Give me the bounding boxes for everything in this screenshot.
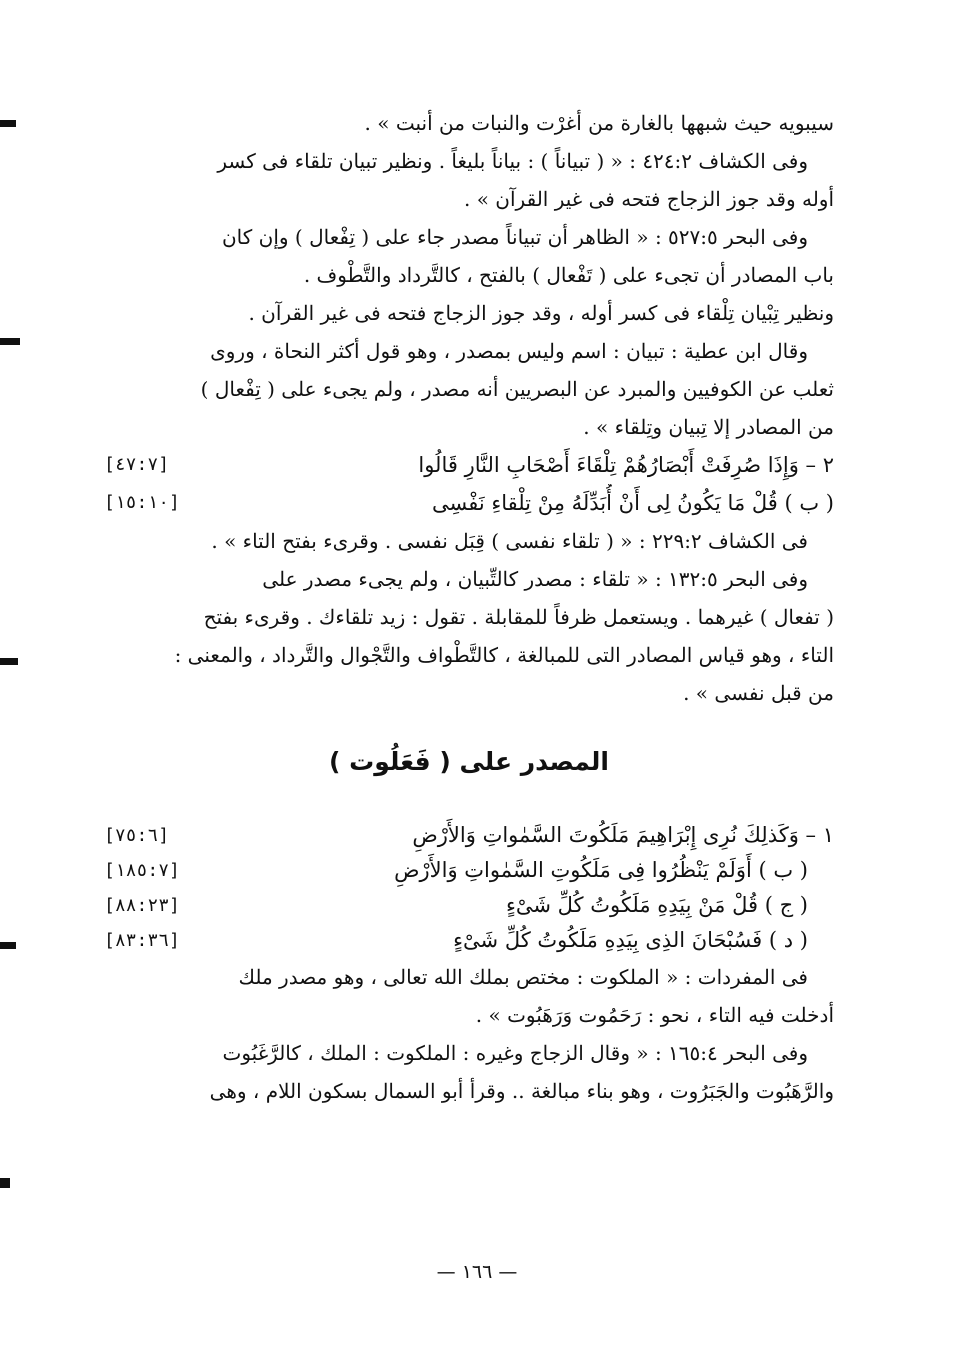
verse-text: ( ب ) قُلْ مَا يَكُونُ لِى أَنْ أُبَدِّلَهُ مِنْ تِلْقاءِ نَفْسِى (431, 491, 834, 515)
text-line: فى الكشاف ٢٢٩:٢ : « ( تلقاء نفسى ) قِبَل نفسى . وقرىء بفتح التاء » . (211, 529, 808, 553)
section-title: المصدر على ( فَعَلُوت ) (329, 747, 609, 776)
text-line: ( تفعال ) غيرهما . ويستعمل ظرفاً للمقابلة . تقول : زيد تلقاءك . وقرىء بفتح (203, 605, 834, 629)
verse-reference: [١٨٥:٧] (104, 860, 180, 881)
verse-row (104, 484, 834, 522)
text-line: سيبويه حيث شبهها بالغارة من أغرْت والنبات من أنبت » . (364, 111, 834, 135)
text-line: وقال ابن عطية : تبيان : اسم وليس بمصدر ، وهو قول أكثر النحاة ، وروى (210, 339, 808, 363)
scan-edge-mark (0, 942, 16, 949)
verse-text: ( د ) فَسُبْحَانَ الذِى بِيَدِهِ مَلَكُوتُ كُلِّ شَىْءٍ (453, 928, 808, 952)
verse-text: ١ – وَكَذلِكَ نُرِى إِبْرَاهِيمَ مَلَكُوتَ السَّمٰواتِ وَالأَرْضِ (412, 823, 834, 847)
text-line: وفى البحر ١٦٥:٤ : « وقال الزجاج وغيره : الملكوت : الملك ، كالرَّغَبُوت (222, 1041, 808, 1065)
text-line: فى المفردات : « الملكوت : مختص بملك الله تعالى ، وهو مصدر ملك (238, 965, 808, 989)
scan-edge-mark (0, 338, 20, 345)
text-line: من المصادر إلا تِبيان وتِلقاء » . (583, 415, 834, 439)
verse-row (104, 853, 834, 888)
verse-reference: [٤٧:٧] (104, 454, 170, 475)
text-line: ونظير تِبْيان تِلْقاء فى كسر أوله ، وقد جوز الزجاج فتحه فى غير القرآن . (248, 301, 834, 325)
verse-row (104, 446, 834, 484)
page-number: — ١٦٦ — (436, 1261, 518, 1283)
text-line: وفى الكشاف ٤٢٤:٢ : « ( تبياناً ) : بياناً بليغاً . ونظير تبيان تلقاء فى كسر (217, 149, 808, 173)
verse-text: ٢ – وَإِذَا صُرِفَتْ أَبْصَارُهُمْ تِلْقَاءَ أَصْحَابِ النَّارِ قَالُوا (418, 453, 834, 477)
verse-reference: [٨٣:٣٦] (104, 930, 180, 951)
text-line: باب المصادر أن تجىء على ( تَفْعال ) بالفتح ، كالتَّرداد والتَّطْوف . (303, 263, 834, 287)
verse-reference: [٧٥:٦] (104, 825, 170, 846)
text-line: وفى البحر ٥٢٧:٥ : « الظاهر أن تبياناً مصدر جاء على ( تِفْعال ) وإن كان (221, 225, 808, 249)
scan-edge-mark (0, 1178, 10, 1188)
verse-row (104, 923, 834, 958)
text-line: وفى البحر ١٣٢:٥ : « تلقاء : مصدر كالتِّبيان ، ولم يجىء مصدر على (262, 567, 808, 591)
text-line: ثعلب عن الكوفيين والمبرد عن البصريين أنه مصدر ، ولم يجىء على ( تِفْعال ) (200, 377, 834, 401)
verse-text: ( ج ) قُلْ مَنْ بِيَدِهِ مَلَكُوتُ كُلِّ شَىْءٍ (505, 893, 808, 917)
text-line: والرَّهَبُوت والجَبَرُوت ، وهو بناء مبالغة .. وقرأ أبو السمال بسكون اللام ، وهى (209, 1079, 834, 1103)
verse-text: ( ب ) أَوَلَمْ يَنْظُرُوا فِى مَلَكُوتِ السَّمٰواتِ وَالأَرْضِ (394, 858, 808, 882)
text-line: أوله وقد جوز الزجاج فتحه فى غير القرآن » . (464, 187, 834, 211)
text-line: أدخلت فيه التاء ، نحو : رَحَمُوت وَرَهَبُوت » . (475, 1003, 834, 1027)
book-page (104, 104, 834, 1304)
verse-row (104, 888, 834, 923)
verse-reference: [١٥:١٠] (104, 492, 180, 513)
verse-reference: [٨٨:٢٣] (104, 895, 180, 916)
text-line: التاء ، وهو قياس المصادر التى للمبالغة ، كالتَّطْواف والتَّجْوال والتَّرداد ، والمعنى : (174, 643, 834, 667)
scan-edge-mark (0, 120, 16, 127)
text-line: من قبل نفسى » . (683, 681, 834, 705)
scan-edge-mark (0, 658, 18, 665)
verse-row (104, 818, 834, 853)
